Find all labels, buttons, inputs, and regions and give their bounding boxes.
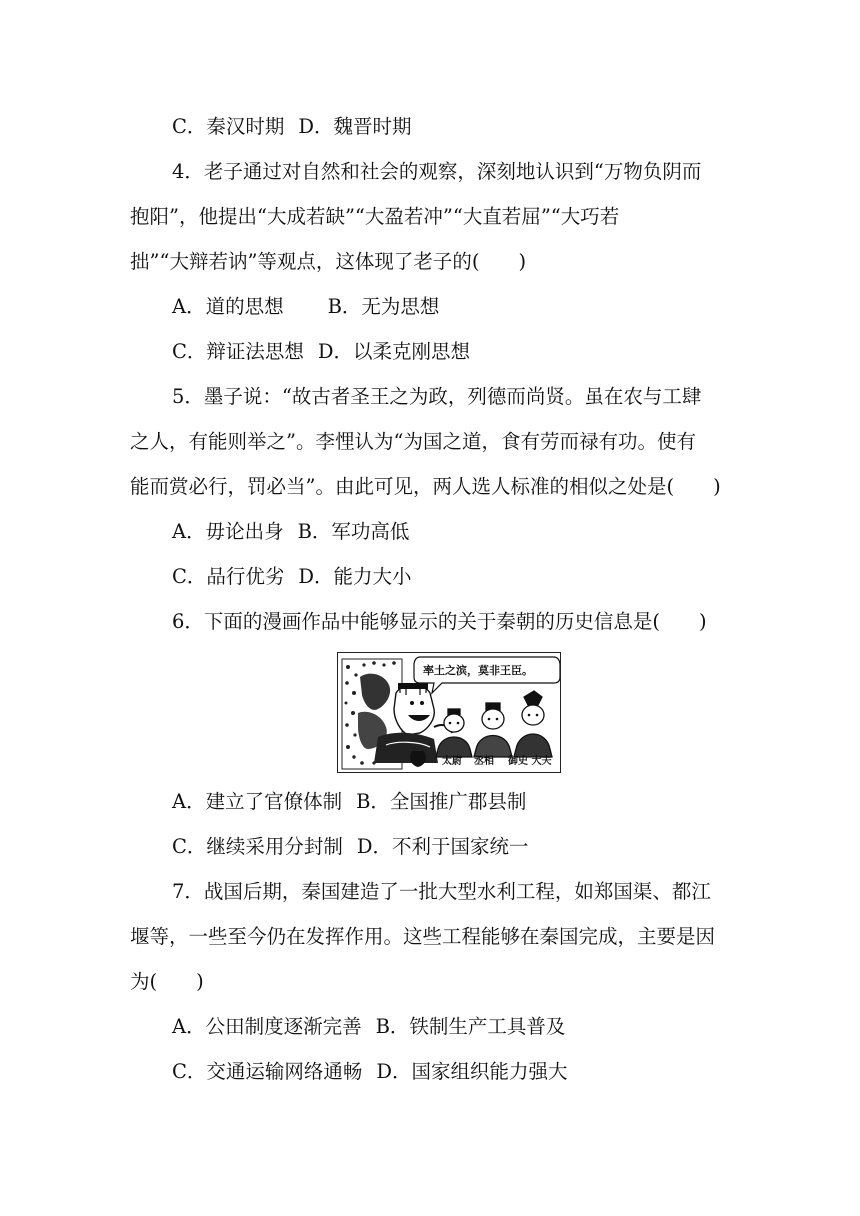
cartoon-label-taiwei: 太尉 bbox=[442, 756, 462, 767]
q3-option-c: C．秦汉时期 bbox=[172, 115, 285, 138]
q5-stem-line-2: 之人，有能则举之”。李悝认为“为国之道，食有劳而禄有功。使有 bbox=[130, 430, 696, 453]
q6-stem-line-1: 6．下面的漫画作品中能够显示的关于秦朝的历史信息是( ) bbox=[172, 610, 707, 633]
q7-option-b: B．铁制生产工具普及 bbox=[375, 1015, 566, 1038]
q3-options-row-cd bbox=[172, 114, 412, 140]
q5-options-row-ab bbox=[172, 519, 409, 545]
q5-stem-line-3: 能而赏必行，罚必当”。由此可见，两人选人标准的相似之处是( ) bbox=[130, 475, 721, 498]
q7-options-row-cd bbox=[172, 1059, 568, 1085]
q4-options-row-cd bbox=[172, 339, 470, 365]
q7-stem-line-3: 为( ) bbox=[130, 970, 204, 993]
qin-cartoon-figure bbox=[337, 652, 561, 773]
q4-option-b: B．无为思想 bbox=[327, 295, 440, 318]
q6-option-c: C．继续采用分封制 bbox=[172, 835, 343, 858]
q7-option-a: A．公田制度逐渐完善 bbox=[172, 1015, 362, 1038]
q6-option-b: B．全国推广郡县制 bbox=[356, 790, 527, 813]
q4-option-a: A．道的思想 bbox=[172, 295, 284, 318]
q7-option-d: D．国家组织能力强大 bbox=[376, 1060, 568, 1083]
q6-option-a: A．建立了官僚体制 bbox=[172, 790, 343, 813]
q7-stem-line-2: 堰等，一些至今仍在发挥作用。这些工程能够在秦国完成，主要是因 bbox=[130, 925, 716, 948]
q7-stem-line-1: 7．战国后期，秦国建造了一批大型水利工程，如郑国渠、都江 bbox=[172, 880, 711, 903]
q4-options-row-ab bbox=[172, 294, 439, 320]
q4-option-d: D．以柔克刚思想 bbox=[317, 340, 471, 363]
q4-option-c: C．辩证法思想 bbox=[172, 340, 304, 363]
q5-option-a: A．毋论出身 bbox=[172, 520, 284, 543]
q6-options-row-ab bbox=[172, 789, 526, 815]
q3-option-d: D．魏晋时期 bbox=[298, 115, 412, 138]
q5-option-d: D．能力大小 bbox=[298, 565, 412, 588]
cartoon-label-chengxiang: 丞相 bbox=[474, 756, 494, 767]
q7-option-c: C．交通运输网络通畅 bbox=[172, 1060, 363, 1083]
q5-options-row-cd bbox=[172, 564, 412, 590]
q4-stem-line-2: 抱阳”，他提出“大成若缺”“大盈若冲”“大直若屈”“大巧若 bbox=[130, 205, 620, 228]
q6-option-d: D．不利于国家统一 bbox=[356, 835, 529, 858]
q4-stem-line-3: 拙”“大辩若讷”等观点，这体现了老子的( ) bbox=[130, 250, 527, 273]
q7-options-row-ab bbox=[172, 1014, 565, 1040]
q4-stem-line-1: 4．老子通过对自然和社会的观察，深刻地认识到“万物负阴而 bbox=[172, 160, 702, 183]
q6-options-row-cd bbox=[172, 834, 529, 860]
cartoon-speech-bubble-text: 率土之滨，莫非王臣。 bbox=[423, 664, 533, 677]
q5-option-b: B．军功高低 bbox=[297, 520, 410, 543]
q5-stem-line-1: 5．墨子说：“故古者圣王之为政，列德而尚贤。虽在农与工肆 bbox=[172, 385, 702, 408]
q5-option-c: C．品行优劣 bbox=[172, 565, 285, 588]
cartoon-label-yushidafu: 御史 大夫 bbox=[508, 756, 552, 767]
